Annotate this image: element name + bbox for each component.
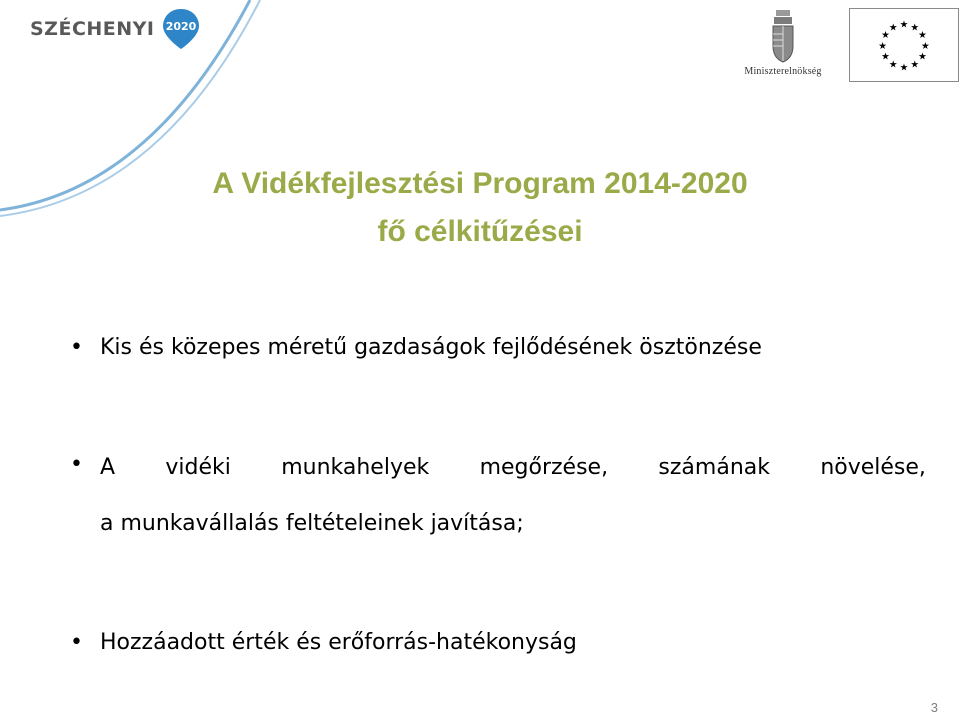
- bullet-2-line-1: [100, 440, 926, 496]
- ministry-name: Miniszterelnökség: [744, 66, 822, 77]
- slide-title: [100, 160, 860, 256]
- page-number: 3: [930, 700, 938, 715]
- map-pin-icon: [159, 7, 203, 51]
- svg-text:★: ★: [918, 30, 927, 42]
- bullet-dot-icon: •: [70, 452, 83, 477]
- svg-text:★: ★: [881, 51, 890, 63]
- bullet-2-line-2: a munkavállalás feltételeinek javítása;: [100, 511, 524, 536]
- title-line-2: fő célkitűzései: [377, 215, 583, 248]
- eu-flag: [849, 8, 959, 82]
- ministry-logo: [728, 8, 838, 77]
- word: munkahelyek: [281, 455, 430, 480]
- bullet-text-3: Hozzáadott érték és erőforrás-hatékonyság: [100, 630, 577, 655]
- word: vidéki: [165, 455, 231, 480]
- bullet-dot-icon: •: [70, 630, 83, 655]
- bullet-dot-icon: •: [70, 335, 83, 360]
- svg-text:★: ★: [888, 59, 898, 71]
- bullet-text-1: Kis és közepes méretű gazdaságok fejlődésének ösztönzése: [100, 335, 762, 360]
- svg-text:★: ★: [921, 40, 930, 52]
- word: számának: [658, 455, 770, 480]
- svg-text:★: ★: [881, 30, 890, 42]
- svg-text:★: ★: [910, 59, 920, 71]
- svg-text:★: ★: [888, 22, 898, 34]
- brand-text: SZÉCHENYI: [30, 18, 155, 40]
- word: megőrzése,: [479, 455, 609, 480]
- bullet-item-1: [70, 335, 762, 360]
- svg-text:★: ★: [910, 22, 920, 34]
- brand-year: 2020: [165, 20, 196, 33]
- szechenyi-2020-logo: [30, 8, 203, 50]
- word: növelése,: [820, 455, 926, 480]
- svg-text:★: ★: [899, 19, 909, 31]
- svg-text:★: ★: [878, 40, 887, 52]
- word: A: [100, 455, 116, 480]
- coat-of-arms-icon: [768, 8, 798, 64]
- eu-flag-icon: [850, 9, 958, 81]
- title-line-1: A Vidékfejlesztési Program 2014-2020: [212, 167, 748, 200]
- bullet-item-3: [70, 630, 577, 655]
- svg-text:★: ★: [899, 62, 909, 74]
- svg-text:★: ★: [918, 51, 927, 63]
- bullet-item-2: [70, 452, 930, 552]
- bullet-text-2: [100, 440, 926, 552]
